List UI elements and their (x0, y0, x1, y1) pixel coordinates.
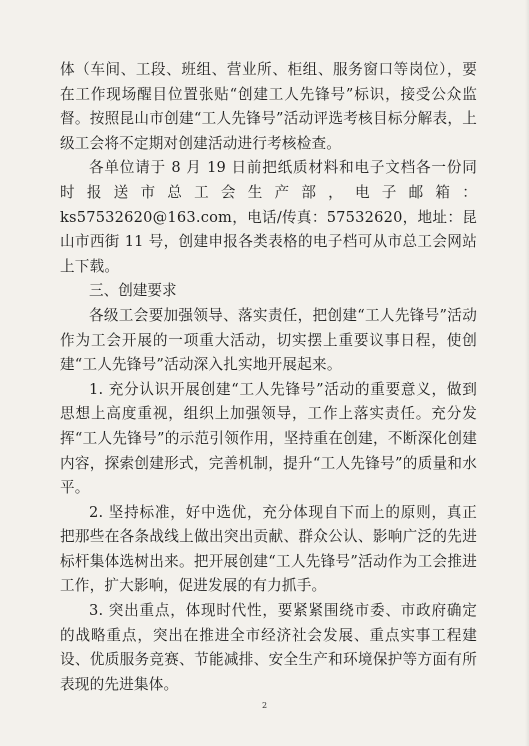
paragraph-item-3: 3. 突出重点，体现时代性，要紧紧围绕市委、市政府确定的战略重点，突出在推进全市经济社会发展、重点实事工程建设、优质服务竞赛、节能减排、安全生产和环境保护等方面有所表现的先进集体。 (60, 602, 477, 693)
page-edge-shadow (525, 0, 529, 746)
paragraph-continuation: 体（车间、工段、班组、营业所、柜组、服务窗口等岗位），要在工作现场醒目位置张贴“创建工人先锋号”标识，接受公众监督。按照昆山市创建“工人先锋号”活动评选考核目标分解表，上级工会将不定期对创建活动进行考核检查。 (60, 61, 477, 152)
page-number: 2 (261, 701, 268, 710)
section-heading-requirements: 三、创建要求 (89, 282, 177, 300)
paragraph-item-1: 1. 充分认识开展创建“工人先锋号”活动的重要意义，做到思想上高度重视，组织上加强领导，工作上落实责任。充分发挥“工人先锋号”的示范引领作用，坚持重在创建，不断深化创建内容，探索创建形式，完善机制，提升“工人先锋号”的质量和水平。 (60, 380, 477, 497)
paragraph-requirements-intro: 各级工会要加强领导、落实责任，把创建“工人先锋号”活动作为工会开展的一项重大活动，切实摆上重要议事日程，使创建“工人先锋号”活动深入扎实地开展起来。 (60, 306, 477, 374)
paragraph-submission: 各单位请于 8 月 19 日前把纸质材料和电子文档各一份同时报送市总工会生产部，电子邮箱：ks57532620@163.com，电话/传真：57532620，地址：昆山市西街 11 号，创建申报各类表格的电子档可从市总工会网站上下载。 (60, 159, 477, 275)
paragraph-item-2: 2. 坚持标准，好中选优，充分体现自下而上的原则，真正把那些在各条战线上做出突出贡献、群众公认、影响广泛的先进标杆集体选树出来。把开展创建“工人先锋号”活动作为工会推进工作，扩大影响，促进发展的有力抓手。 (60, 503, 477, 595)
document-body (60, 58, 477, 697)
